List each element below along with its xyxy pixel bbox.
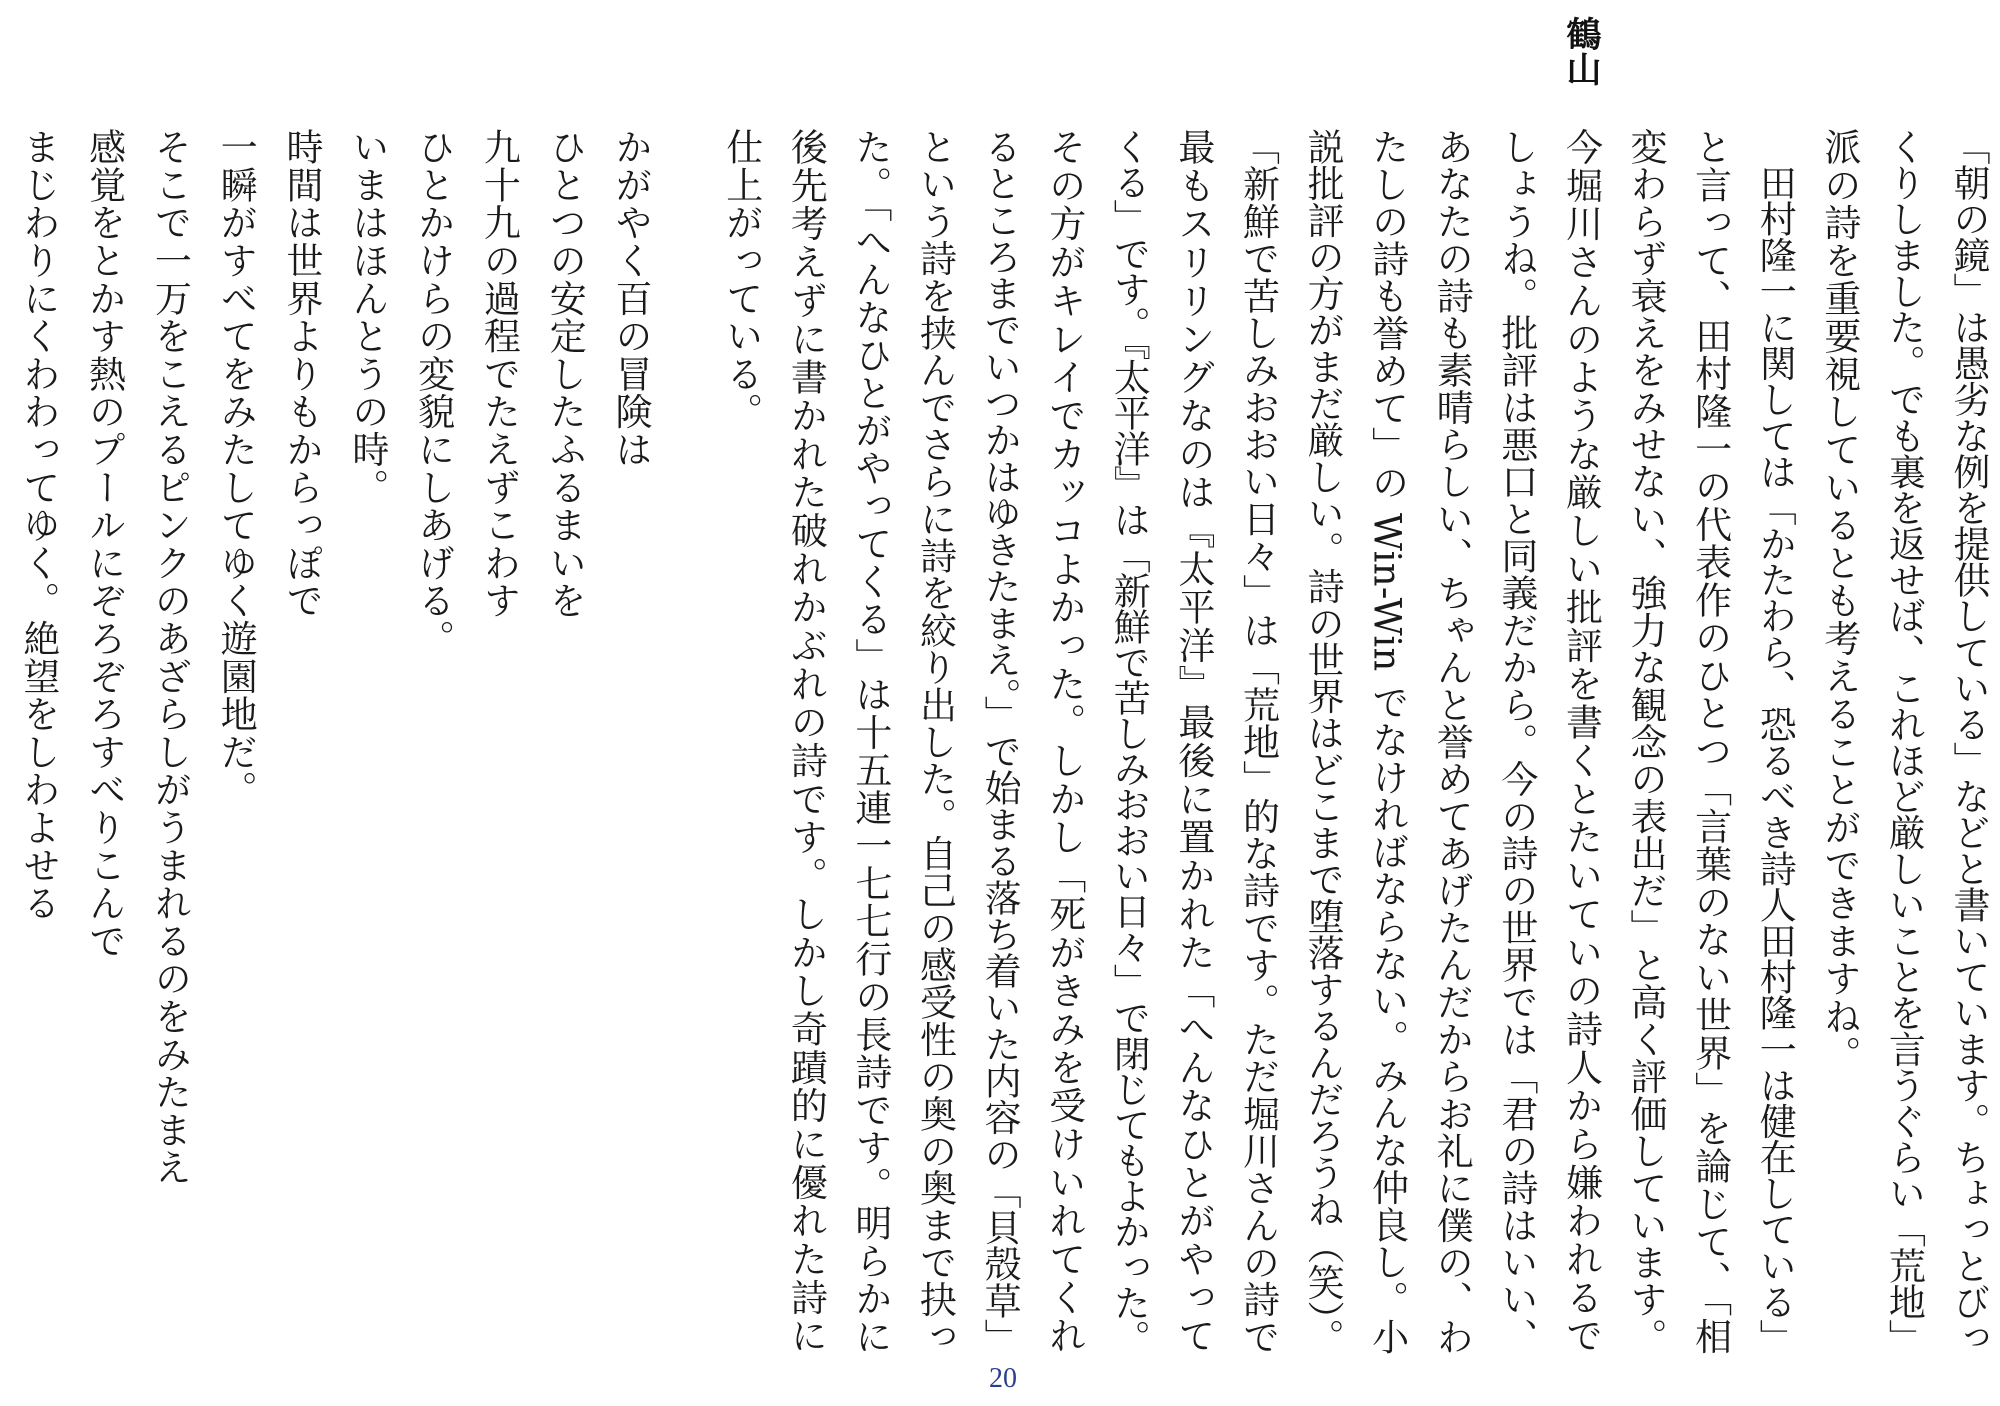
text-line: 仕上がっている。	[719, 128, 763, 431]
poem-line: ひとかけらの変貌にしあげる。	[411, 128, 455, 658]
quoted-poem	[5, 128, 663, 1356]
text-line: 変わらず衰えをみせない、強力な観念の表出だ」と高く評価しています。	[1624, 128, 1668, 1355]
text-line: 「新鮮で苦しみおおい日々」は「荒地」的な詩です。ただ堀川さんの詩で	[1236, 128, 1280, 1355]
text-line: 「朝の鏡」は愚劣な例を提供している」などと書いています。ちょっとびっ	[1947, 128, 1990, 1356]
text-line: くりしました。でも裏を返せば、これほど厳しいことを言うぐらい「荒地」	[1882, 128, 1926, 1356]
text-line: しょうね。批評は悪口と同義だから。今の詩の世界では「君の詩はいい、	[1494, 128, 1538, 1355]
poem-line: かがやく百の冒険は	[609, 128, 652, 469]
text-line: あなたの詩も素晴らしい、ちゃんと誉めてあげたんだからお礼に僕の、わ	[1430, 128, 1474, 1355]
poem-line: 一瞬がすべてをみたしてゆく遊園地だ。	[214, 128, 258, 809]
text-line: くる」です。『太平洋』は「新鮮で苦しみおおい日々」で閉じてもよかった。	[1107, 128, 1151, 1356]
text-line: その方がキレイでカッコよかった。しかし「死がきみを受けいれてくれ	[1042, 128, 1086, 1355]
poem-line: ひとつの安定したふるまいを	[543, 128, 587, 620]
text-line: 田村隆一に関しては「かたわら、恐るべき詩人田村隆一は健在している」	[1753, 128, 1797, 1356]
text-line: 後先考えずに書かれた破れかぶれの詩です。しかし奇蹟的に優れた詩に	[784, 128, 828, 1355]
text-line: と言って、田村隆一の代表作のひとつ「言葉のない世界」を論じて、「相	[1688, 128, 1732, 1355]
speaker-name: 鶴山	[1561, 16, 1602, 86]
text-line: という詩を挟んでさらに詩を絞り出した。自己の感受性の奥の奥まで抉っ	[913, 128, 957, 1355]
page-number: 20	[989, 1363, 1017, 1394]
poem-line: 感覚をとかす熱のプールにぞろぞろすべりこんで	[82, 128, 126, 960]
text-line: 派の詩を重要視しているとも考えることができますね。	[1817, 128, 1861, 1073]
poem-line: いまはほんとうの時。	[345, 128, 389, 506]
text-line: るところまでいつかはゆきたまえ。」で始まる落ち着いた内容の「貝殻草」	[978, 128, 1022, 1356]
text-line: 今堀川さんのような厳しい批評を書くとたいていの詩人から嫌われるで	[1559, 128, 1603, 1355]
text-line: た。「へんなひとがやってくる」は十五連一七七行の長詩です。明らかに	[848, 128, 892, 1355]
text-line: たしの詩も誉めて」の Win-Win でなければならない。みんな仲良し。小	[1365, 128, 1409, 1355]
poem-line: まじわりにくわわってゆく。絶望をしわよせる	[16, 128, 60, 922]
poem-line: 時間は世界よりもからっぽで	[280, 128, 324, 620]
dialogue-text	[708, 128, 2000, 1356]
poem-line: 九十九の過程でたえずこわす	[477, 128, 521, 620]
poem-line: そこで一万をこえるピンクのあざらしがうまれるのをみたまえ	[148, 128, 192, 1187]
text-line: 最もスリリングなのは『太平洋』最後に置かれた「へんなひとがやって	[1171, 128, 1215, 1355]
text-line: 説批評の方がまだ厳しい。詩の世界はどこまで堕落するんだろうね（笑）。	[1301, 128, 1345, 1356]
